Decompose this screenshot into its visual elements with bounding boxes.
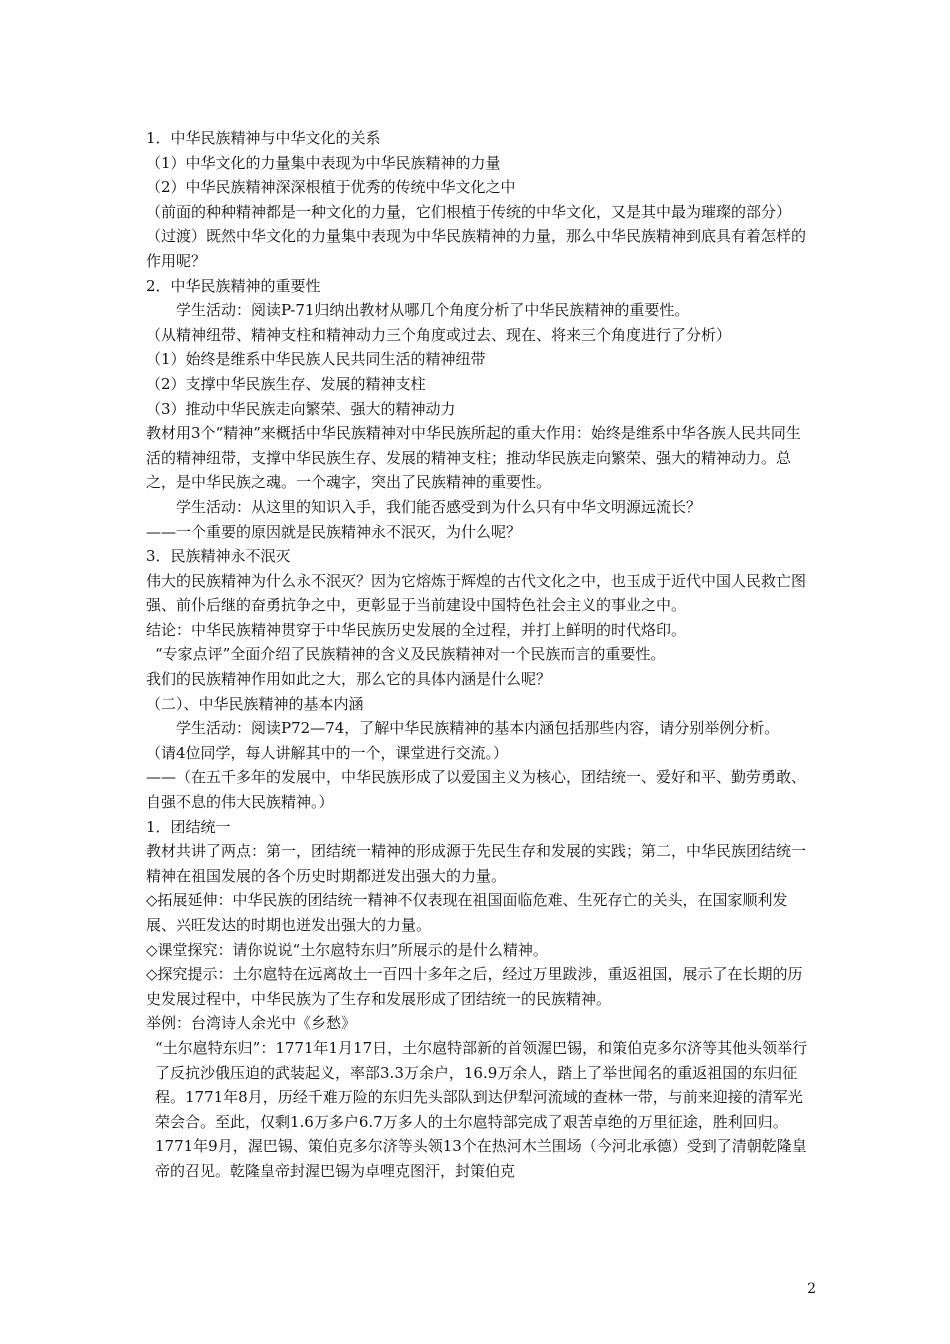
- paragraph-line: （2）中华民族精神深深根植于优秀的传统中华文化之中: [146, 178, 516, 197]
- paragraph-line: （3）推动中华民族走向繁荣、强大的精神动力: [146, 399, 456, 418]
- paragraph-line: 1．团结统一: [146, 817, 231, 836]
- paragraph-line: ◇课堂探究：请你说说“土尔扈特东归”所展示的是什么精神。: [146, 940, 548, 959]
- paragraph-line: （从精神纽带、精神支柱和精神动力三个角度或过去、现在、将来三个角度进行了分析）: [146, 325, 732, 344]
- document-body: [146, 126, 814, 1184]
- paragraph-line: ◇拓展延伸：中华民族的团结统一精神不仅表现在祖国面临危难、生死存亡的关头，在国家顺利发展、兴旺发达的时期也迸发出强大的力量。: [146, 891, 788, 934]
- page-number: 2: [807, 1281, 816, 1297]
- paragraph-line: 学生活动：阅读P72—74，了解中华民族精神的基本内涵包括那些内容，请分别举例分析。: [176, 719, 780, 738]
- paragraph-line: 伟大的民族精神为什么永不泯灭？因为它熔炼于辉煌的古代文化之中，也玉成于近代中国人民救亡图强、前仆后继的奋勇抗争之中，更彰显于当前建设中国特色社会主义的事业之中。: [146, 571, 807, 615]
- paragraph-line: 学生活动：阅读P-71归纳出教材从哪几个角度分析了中华民族精神的重要性。: [176, 301, 690, 320]
- paragraph-line: 3．民族精神永不泯灭: [146, 547, 291, 566]
- paragraph-line: （2）支撑中华民族生存、发展的精神支柱: [146, 374, 426, 393]
- paragraph-line: （请4位同学，每人讲解其中的一个，课堂进行交流。）: [146, 743, 509, 762]
- paragraph-line: 教材用3个“精神”来概括中华民族精神对中华民族所起的重大作用：始终是维系中华各族人民共同生活的精神纽带，支撑中华民族生存、发展的精神支柱；推动华民族走向繁荣、强大的精神动力。总之，是中华民族之魂。一个魂字，突出了民族精神的重要性。: [146, 424, 801, 492]
- paragraph-line: （1）中华文化的力量集中表现为中华民族精神的力量: [146, 153, 501, 172]
- paragraph-line: ◇探究提示：土尔扈特在远离故土一百四十多年之后，经过万里跋涉，重返祖国，展示了在长期的历史发展过程中，中华民族为了生存和发展形成了团结统一的民族精神。: [146, 965, 803, 1008]
- paragraph-line: （过渡）既然中华文化的力量集中表现为中华民族精神的力量，那么中华民族精神到底具有着怎样的作用呢？: [146, 227, 807, 270]
- paragraph-line: “专家点评”全面介绍了民族精神的含义及民族精神对一个民族而言的重要性。: [155, 645, 666, 664]
- paragraph-line: 学生活动：从这里的知识入手，我们能否感受到为什么只有中华文明源远流长？: [176, 497, 702, 516]
- paragraph-line: 2．中华民族精神的重要性: [146, 276, 321, 295]
- paragraph-line: “土尔扈特东归”：1771年1月17日，土尔扈特部新的首领渥巴锡，和策伯克多尔济等其他头领举行了反抗沙俄压迫的武装起义，率部3.3万余户，16.9万余人，踏上了举世闻名的重返祖国的东归征程。1771年8月，历经千难万险的东归先头部队到达伊犁河流域的查林一带，与前来迎接的清军光荣会合。至此，仅剩1.6万多户6.7万多人的土尔扈特部完成了艰苦卓绝的万里征途，胜利回归。 1771年9月，渥巴锡、策伯克多尔济等头领13个在热河木兰围场（今河北承德）受到了清朝乾隆皇帝的召见。乾隆皇帝封渥巴锡为卓哩克图汗，封策伯克: [155, 1038, 808, 1180]
- paragraph-line: （1）始终是维系中华民族人民共同生活的精神纽带: [146, 350, 486, 369]
- paragraph-line: ——一个重要的原因就是民族精神永不泯灭，为什么呢？: [146, 522, 522, 541]
- paragraph-line: 举例：台湾诗人余光中《乡愁》: [146, 1014, 357, 1033]
- paragraph-line: （二）、中华民族精神的基本内涵: [146, 694, 364, 713]
- paragraph-line: ——（在五千多年的发展中，中华民族形成了以爱国主义为核心，团结统一、爱好和平、勤劳勇敢、自强不息的伟大民族精神。）: [146, 768, 807, 812]
- paragraph-line: 1．中华民族精神与中华文化的关系: [146, 129, 381, 147]
- paragraph-line: 我们的民族精神作用如此之大，那么它的具体内涵是什么呢？: [146, 670, 552, 689]
- paragraph-line: 教材共讲了两点：第一，团结统一精神的形成源于先民生存和发展的实践；第二，中华民族团结统一精神在祖国发展的各个历史时期都迸发出强大的力量。: [146, 842, 807, 885]
- paragraph-line: （前面的种种精神都是一种文化的力量，它们根植于传统的中华文化，又是其中最为璀璨的部分）: [146, 202, 792, 221]
- paragraph-line: 结论：中华民族精神贯穿于中华民族历史发展的全过程，并打上鲜明的时代烙印。: [146, 620, 687, 639]
